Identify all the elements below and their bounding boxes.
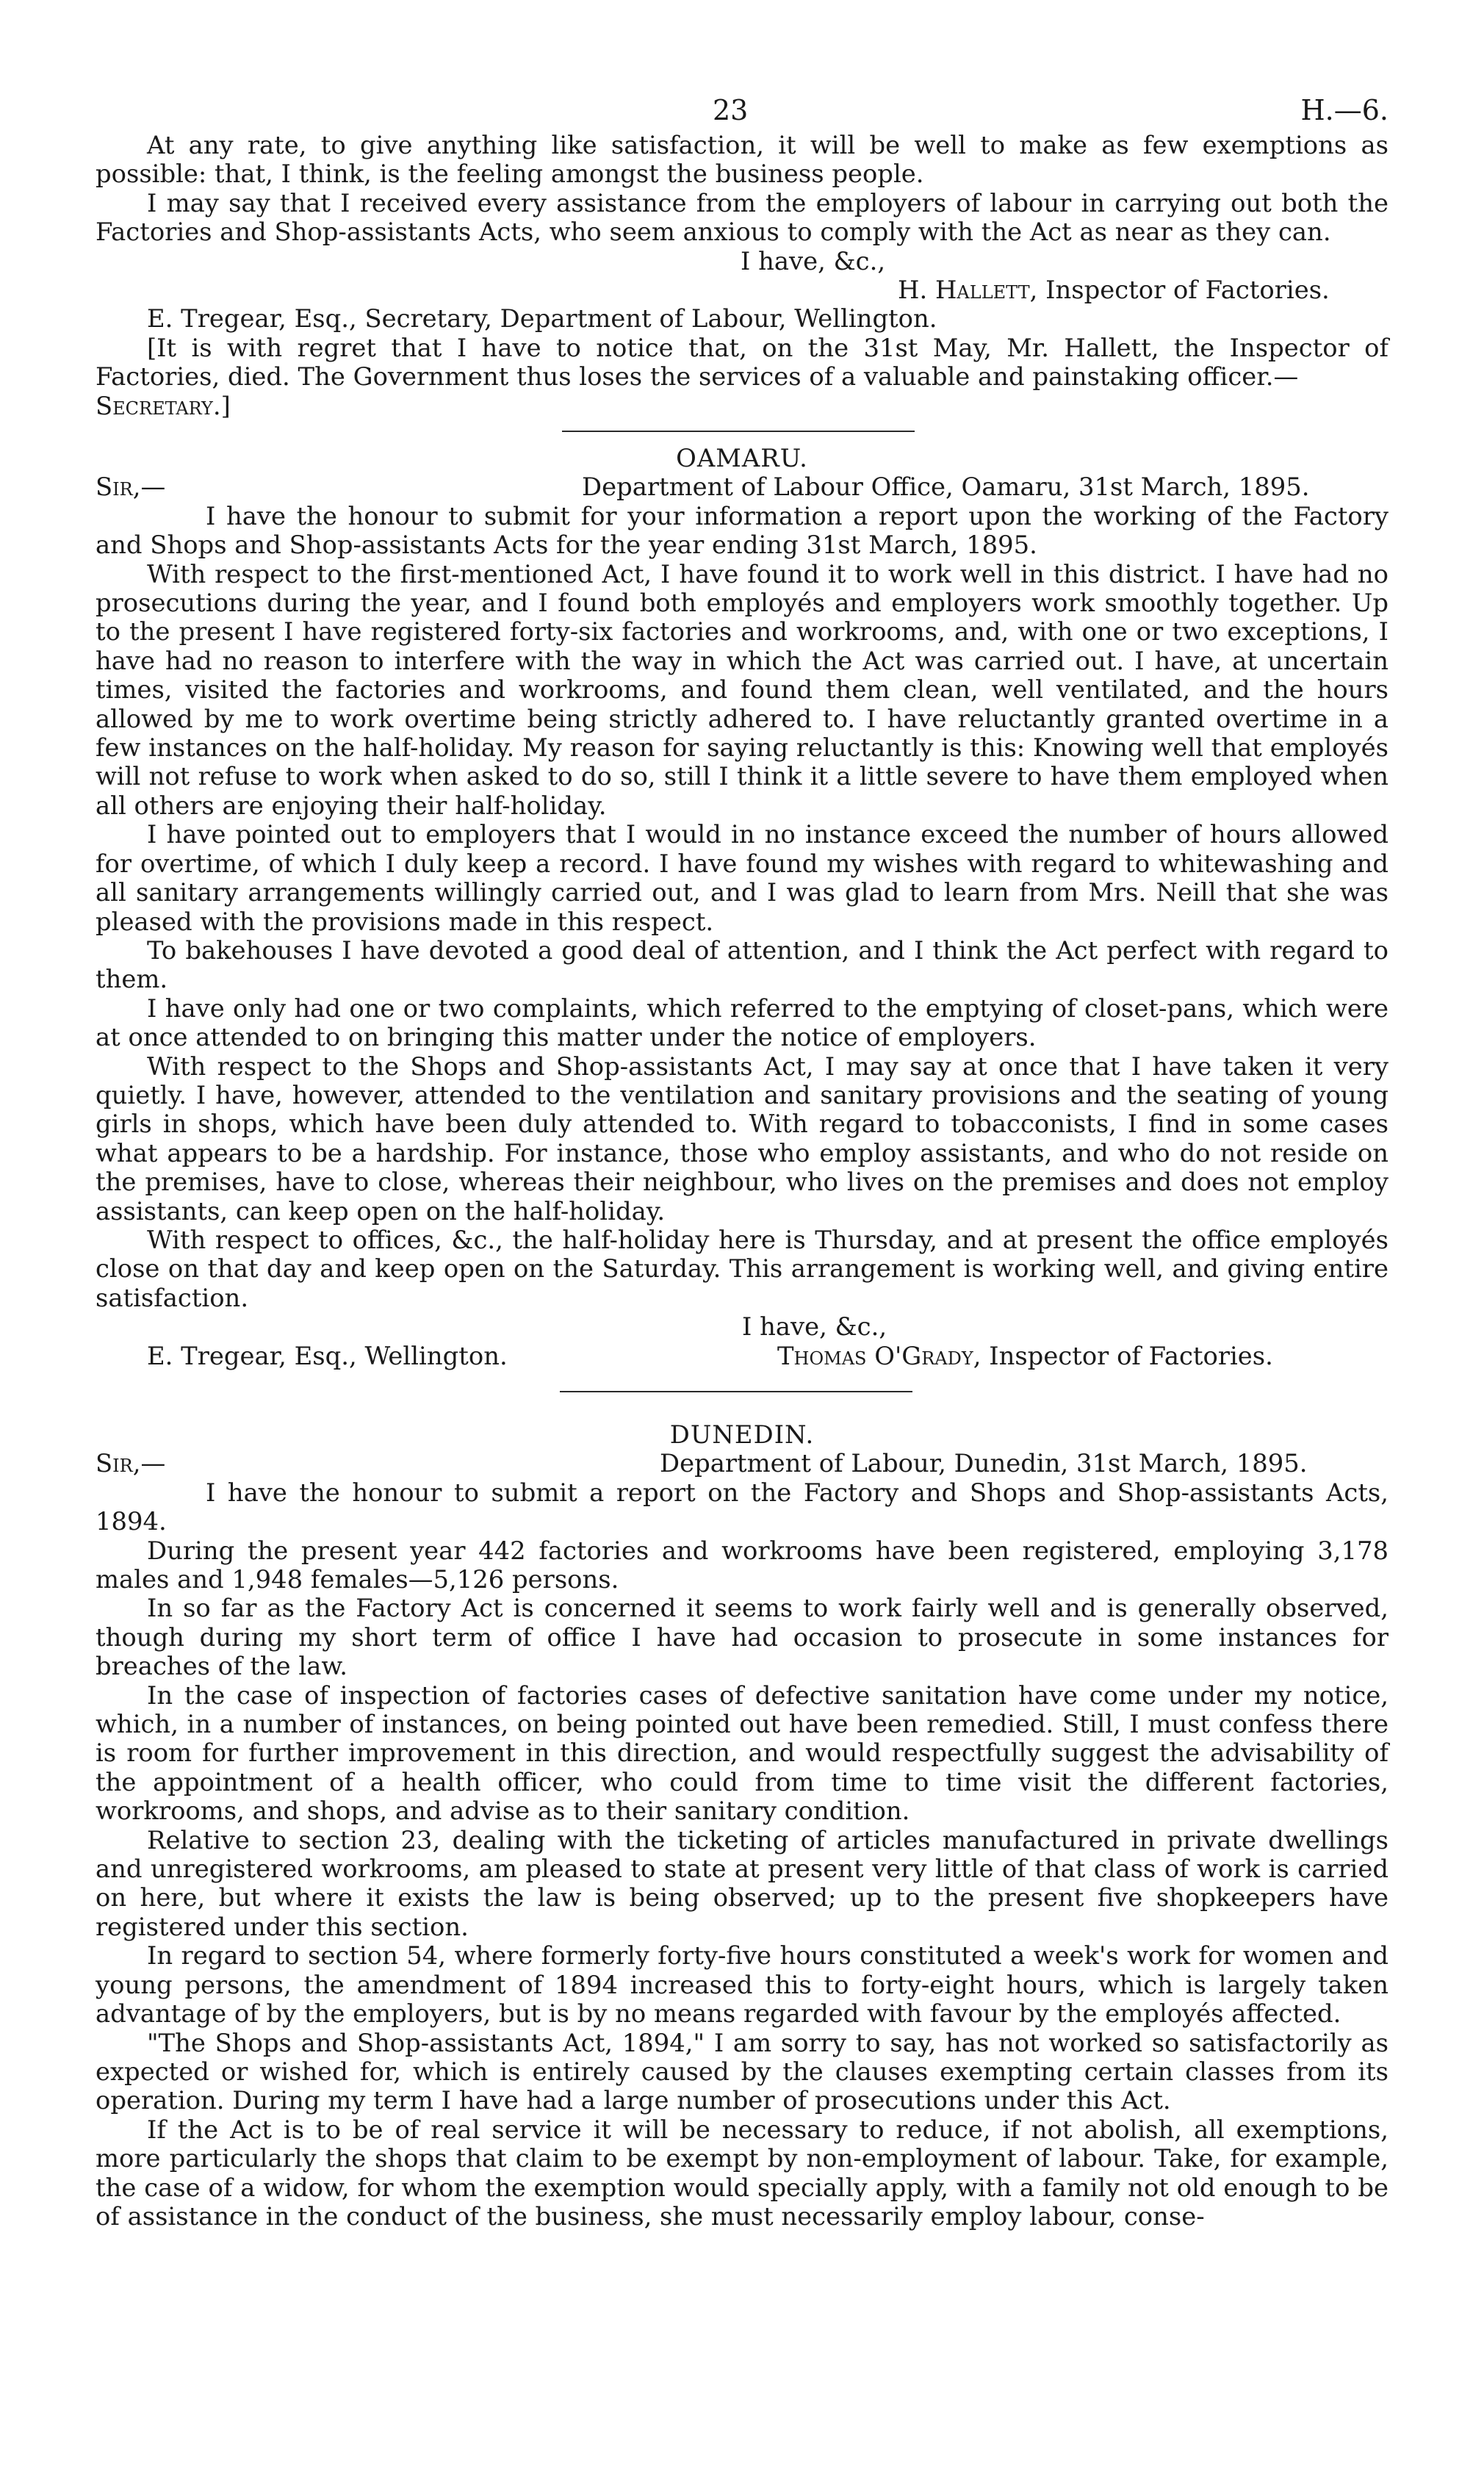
page-number: 23 — [713, 94, 749, 126]
paragraph: In regard to section 54, where formerly forty-five hours constituted a week's work for women and young persons, the amendment of 1894 increased this to forty-eight hours, which is largely taken advantage of by the employers, but is by no means regarded with favour by the employés affected. — [96, 1941, 1388, 2029]
section-heading: DUNEDIN. — [669, 1420, 815, 1449]
signature-line — [96, 276, 1388, 304]
signature-title: , Inspector of Factories. — [1029, 276, 1330, 305]
section-dunedin — [96, 1420, 1388, 2231]
section-divider — [562, 431, 915, 432]
section-oamaru — [96, 444, 1388, 1370]
salutation: Sir,— — [96, 472, 166, 502]
signature — [898, 276, 1330, 304]
paragraph: I have pointed out to employers that I would in no instance exceed the number of hours allowed for overtime, of which I duly keep a record. I have found my wishes with regard to whitewashing and all sanitary arrangements willingly carried out, and I was glad to learn from Mrs. Neill that she was pleased with the provisions made in this respect. — [96, 820, 1388, 936]
paragraph: To bakehouses I have devoted a good deal of attention, and I think the Act perfect with regard to them. — [96, 935, 1388, 994]
addressee: E. Tregear, Esq., Wellington. — [147, 1341, 508, 1370]
closing: I have, &c., — [742, 1312, 887, 1342]
paragraph: With respect to the first-mentioned Act, I have found it to work well in this district. I have had no prosecutions during the year, and I found both employés and employers work smoothly together. Up to the present I have registered forty-six factories and workrooms, and, with one or two exceptions, I have had no reason to interfere with the way in which the Act was carried out. I have, at uncertain times, visited the factories and workrooms, and found them clean, well ventilated, and the hours allowed by me to work overtime being strictly adhered to. I have reluctantly granted overtime in a few instances on the half-holiday. My reason for saying reluctantly is this: Knowing well that employés will not refuse to work when asked to do so, still I think it a little severe to have them employed when all others are enjoying their half-holiday. — [96, 559, 1388, 820]
signature-line — [96, 1342, 1388, 1370]
salutation-line — [96, 1449, 1388, 1478]
paragraph: In so far as the Factory Act is concerned it seems to work fairly well and is generally observed, though during my short term of office I have had occasion to prosecute in some instances for breaches of the law. — [96, 1594, 1388, 1681]
section-divider — [560, 1391, 912, 1392]
paragraph: With respect to offices, &c., the half-holiday here is Thursday, and at present the office employés close on that day and keep open on the Saturday. This arrangement is working well, and giving entire satisfaction. — [96, 1225, 1388, 1312]
signature — [777, 1342, 1273, 1370]
paragraph: I have the honour to submit a report on the Factory and Shops and Shop-assistants Acts, 1894. — [96, 1478, 1388, 1536]
salutation: Sir,— — [96, 1449, 166, 1478]
page-header — [96, 94, 1388, 131]
paragraph: "The Shops and Shop-assistants Act, 1894," I am sorry to say, has not worked so satisfactorily as expected or wished for, which is entirely caused by the clauses exempting certain classes from its operation. During my term I have had a large number of prosecutions under this Act. — [96, 2028, 1388, 2115]
note-signoff: Secretary.] — [96, 391, 231, 420]
paragraph: I have only had one or two complaints, which referred to the emptying of closet-pans, which were at once attended to on bringing this matter under the notice of employers. — [96, 993, 1388, 1052]
dateline: Department of Labour Office, Oamaru, 31st March, 1895. — [582, 472, 1310, 502]
signature-name: Thomas O'Grady — [777, 1341, 973, 1370]
salutation-line — [96, 472, 1388, 501]
section-heading: OAMARU. — [676, 444, 808, 473]
paragraph: Relative to section 23, dealing with the ticketing of articles manufactured in private dwellings and unregistered workrooms, am pleased to state at present very little of that class of work is carried on here, but where it exists the law is being observed; up to the present five shopkeepers have registered under this section. — [96, 1825, 1388, 1941]
closing-line — [96, 247, 1388, 276]
paragraph: At any rate, to give anything like satisfaction, it will be well to make as few exemptions as possible: that, I think, is the feeling amongst the business people. — [96, 131, 1388, 189]
paragraph: I may say that I received every assistance from the employers of labour in carrying out both the Factories and Shop-assistants Acts, who seem anxious to comply with the Act as near as they can. — [96, 188, 1388, 247]
signature-title: , Inspector of Factories. — [973, 1341, 1273, 1370]
document-page — [96, 94, 1388, 2231]
paragraph: During the present year 442 factories and workrooms have been registered, employing 3,178 males and 1,948 females—5,126 persons. — [96, 1536, 1388, 1594]
paragraph: With respect to the Shops and Shop-assistants Act, I may say at once that I have taken it very quietly. I have, however, attended to the ventilation and sanitary provisions and the seating of young girls in shops, which have been duly attended to. With regard to tobacconists, I find in some cases what appears to be a hardship. For instance, those who employ assistants, and who do not reside on the premises, have to close, whereas their neighbour, who lives on the premises and does not employ assistants, can keep open on the half-holiday. — [96, 1051, 1388, 1226]
paragraph: In the case of inspection of factories cases of defective sanitation have come under my notice, which, in a number of instances, on being pointed out have been remedied. Still, I must confess there is room for further improvement in this direction, and would respectfully suggest the advisability of the appointment of a health officer, who could from time to time visit the different factories, workrooms, and shops, and advise as to their sanitary condition. — [96, 1680, 1388, 1826]
paragraph: If the Act is to be of real service it will be necessary to reduce, if not abolish, all exemptions, more particularly the shops that claim to be exempt by non-employment of labour. Take, for example, the case of a widow, for whom the exemption would specially apply, with a family not old enough to be of assistance in the conduct of the business, she must necessarily employ labour, conse- — [96, 2115, 1388, 2231]
paragraph: I have the honour to submit for your information a report upon the working of the Factory and Shops and Shop-assistants Acts for the year ending 31st March, 1895. — [96, 501, 1388, 560]
signature-name: H. Hallett — [898, 276, 1030, 305]
editorial-note: [It is with regret that I have to notice that, on the 31st May, Mr. Hallett, the Inspector of Factories, died. The Government thus loses the services of a valuable and painstaking officer.— — [96, 333, 1388, 392]
closing-line — [96, 1312, 1388, 1341]
document-reference: H.—6. — [1300, 94, 1388, 126]
addressee: E. Tregear, Esq., Secretary, Department of Labour, Wellington. — [147, 304, 937, 334]
dateline: Department of Labour, Dunedin, 31st March, 1895. — [660, 1449, 1308, 1478]
closing: I have, &c., — [741, 246, 886, 276]
section-hallett-report — [96, 131, 1388, 420]
